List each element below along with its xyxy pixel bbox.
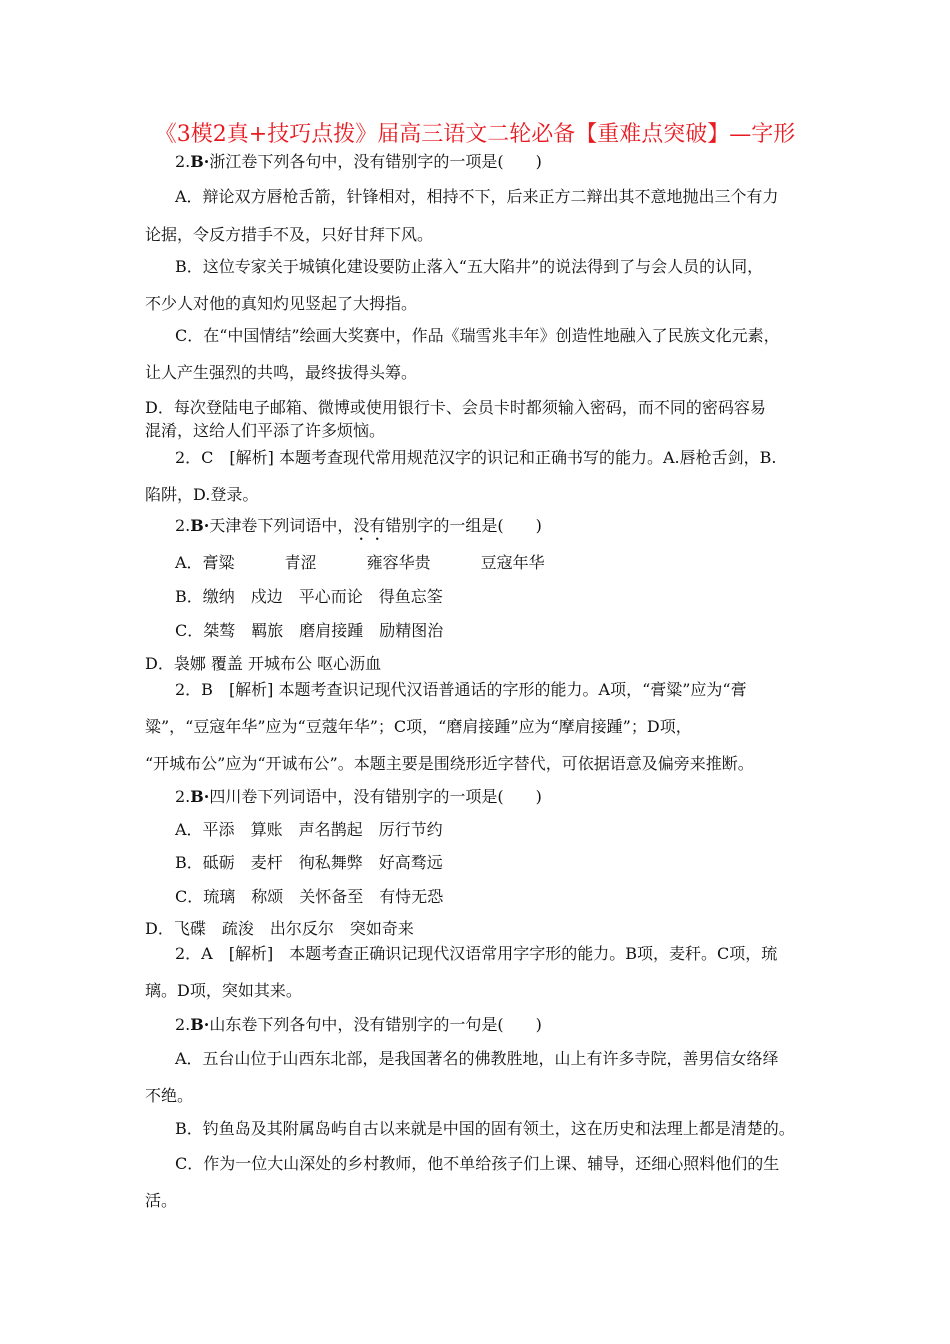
option-b: [175, 852, 443, 874]
option-c: [175, 620, 443, 642]
question-number: 2.: [175, 152, 191, 171]
option-c-line-1: C．作为一位大山深处的乡村教师，他不单给孩子们上课、辅导，还细心照料他们的生: [175, 1154, 780, 1173]
answer-line-2: 粱”，“豆寇年华”应为“豆蔻年华”；C项，“磨肩接踵”应为“摩肩接踵”；D项，: [145, 717, 692, 736]
option-d-line-1: D．每次登陆电子邮箱、微博或使用银行卡、会员卡时都须输入密码，而不同的密码容易: [145, 398, 766, 417]
option-c-line-2: 活。: [145, 1191, 178, 1210]
option-a-line-1: A．辩论双方唇枪舌箭，针锋相对，相持不下，后来正方二辩出其不意地抛出三个有力: [175, 187, 779, 206]
word: 厉行节约: [378, 820, 443, 839]
question-tag: B·: [190, 1015, 210, 1034]
option-label: C．桀骜: [175, 621, 236, 640]
word: 励精图治: [379, 621, 444, 640]
answer-line-2: 璃。D项，突如其来。: [145, 981, 302, 1000]
option-b-line-1: B．这位专家关于城镇化建设要防止落入“五大陷井”的说法得到了与会人员的认同，: [175, 257, 764, 276]
word: 得鱼忘筌: [378, 587, 443, 606]
question-stem: [175, 515, 542, 544]
question-tag: B·: [190, 787, 210, 806]
question-tag: B·: [190, 152, 210, 171]
option-c: [175, 886, 443, 908]
option-a-line-1: A．五台山位于山西东北部，是我国著名的佛教胜地，山上有许多寺院，善男信女络绎: [175, 1049, 779, 1068]
option-d: [145, 918, 414, 940]
word: 雍容华贵: [366, 553, 431, 572]
answer-line-3: “开城布公”应为“开诚布公”。本题主要是围绕形近字替代，可依据语意及偏旁来推断。: [145, 754, 754, 773]
question-tag: B·: [190, 516, 210, 535]
question-text: 浙江卷下列各句中，没有错别字的一项是( ): [209, 152, 542, 171]
question-stem: [175, 1014, 542, 1036]
option-label: A．平添: [175, 820, 235, 839]
option-label: B．砥砺: [175, 853, 235, 872]
option-b-line-1: B．钓鱼岛及其附属岛屿自古以来就是中国的固有领土，这在历史和法理上都是清楚的。: [175, 1119, 795, 1138]
word: 青涩: [284, 553, 317, 572]
option-label: D．飞碟: [145, 919, 206, 938]
answer-line-1: 2．A [解析] 本题考查正确识记现代汉语常用字字形的能力。B项，麦秆。C项，琉: [175, 944, 778, 963]
word: 疏浚: [221, 919, 254, 938]
option-label: C．琉璃: [175, 887, 236, 906]
word: 戍边: [250, 587, 283, 606]
answer-line-2: 陷阱，D.登录。: [145, 485, 259, 504]
option-a-line-2: 论据，令反方措手不及，只好甘拜下风。: [145, 225, 434, 244]
option-a: [175, 552, 545, 574]
question-number: 2.: [175, 1015, 191, 1034]
question-text: 错别字的一组是( ): [385, 516, 542, 535]
option-d: D．袅娜 覆盖 开城布公 呕心沥血: [145, 654, 382, 673]
option-b: [175, 586, 443, 608]
option-a: [175, 819, 443, 841]
question-stem: [175, 151, 542, 173]
word: 声名鹊起: [298, 820, 363, 839]
word: 麦杆: [250, 853, 283, 872]
word: 羁旅: [251, 621, 284, 640]
option-label: A．膏粱: [175, 553, 235, 572]
question-text: 四川卷下列词语中，没有错别字的一项是( ): [209, 787, 542, 806]
question-text: 天津卷下列词语中，: [209, 516, 354, 535]
option-a-line-2: 不绝。: [145, 1086, 194, 1105]
option-c-line-2: 让人产生强烈的共鸣，最终拔得头筹。: [145, 363, 418, 382]
word: 算账: [250, 820, 283, 839]
word: 徇私舞弊: [298, 853, 363, 872]
question-number: 2.: [175, 787, 191, 806]
word: 好高骛远: [378, 853, 443, 872]
word: 磨肩接踵: [299, 621, 364, 640]
word: 突如奇来: [349, 919, 414, 938]
word: 有恃无恐: [379, 887, 444, 906]
emphasis-text: 没有: [353, 516, 386, 535]
question-stem: [175, 786, 542, 808]
answer-line-1: 2．B [解析] 本题考查识记现代汉语普通话的字形的能力。A项，“膏粱”应为“膏: [175, 680, 747, 699]
option-d-line-2: 混淆，这给人们平添了许多烦恼。: [145, 421, 386, 440]
option-c-line-1: C．在“中国情结”绘画大奖赛中，作品《瑞雪兆丰年》创造性地融入了民族文化元素，: [175, 326, 780, 345]
word: 称颂: [251, 887, 284, 906]
page-title: 《3模2真+技巧点拨》届高三语文二轮必备【重难点突破】—字形: [154, 122, 796, 147]
question-text: 山东卷下列各句中，没有错别字的一句是( ): [209, 1015, 542, 1034]
word: 出尔反尔: [269, 919, 334, 938]
question-number: 2.: [175, 516, 191, 535]
option-label: B．缴纳: [175, 587, 235, 606]
word: 关怀备至: [299, 887, 364, 906]
word: 平心而论: [298, 587, 363, 606]
word: 豆寇年华: [480, 553, 545, 572]
answer-line-1: 2．C [解析] 本题考查现代常用规范汉字的识记和正确书写的能力。A.唇枪舌剑，B.: [175, 448, 777, 467]
option-b-line-2: 不少人对他的真知灼见竖起了大拇指。: [145, 294, 418, 313]
